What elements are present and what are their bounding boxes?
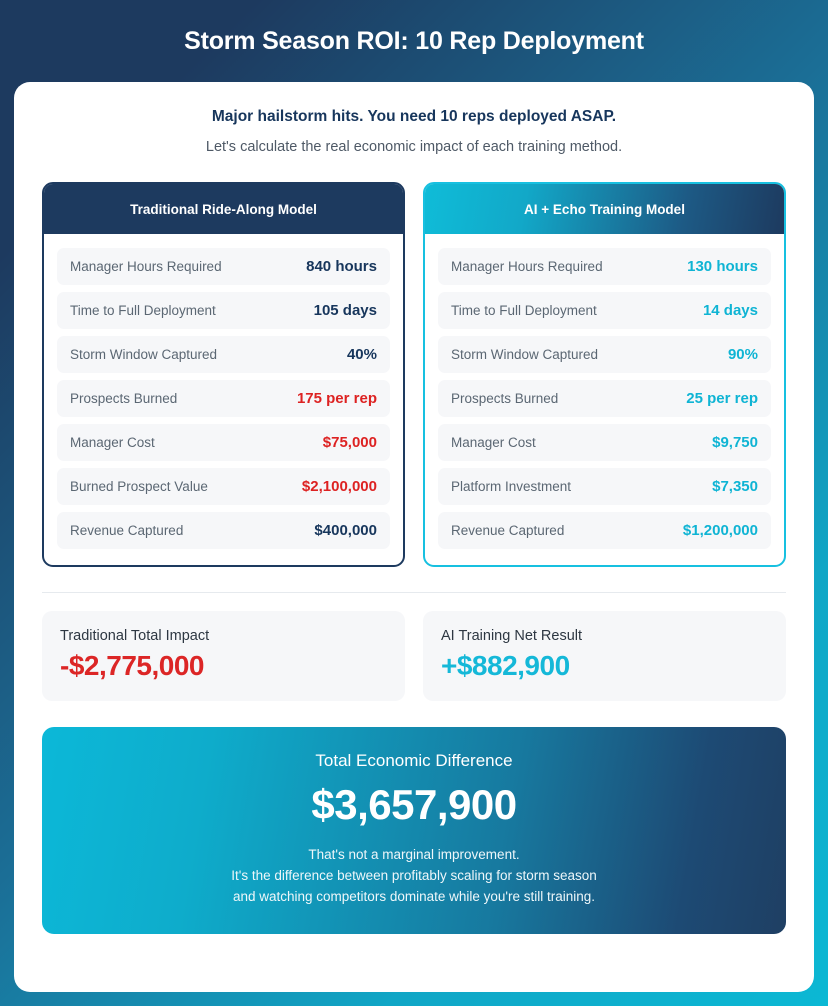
ai-total-value: +$882,900 [441,650,570,681]
intro-subtitle: Let's calculate the real economic impact of each training method. [205,139,623,155]
ai-model-title: AI + Echo Training Model [524,201,685,217]
row-label: Revenue Captured [70,523,184,538]
hero-note [62,845,766,908]
main-card [14,82,814,992]
row-label: Platform Investment [451,479,572,494]
table-row [438,512,771,549]
row-label: Prospects Burned [451,391,559,406]
row-value: 175 per rep [296,390,377,407]
table-row [438,468,771,505]
row-label: Manager Cost [451,435,536,450]
row-label: Storm Window Captured [451,347,599,362]
row-value: 40% [346,346,377,363]
row-label: Manager Hours Required [451,259,603,274]
row-value: $7,350 [712,478,758,495]
traditional-model-header [44,184,403,234]
table-row [438,336,771,373]
row-value: 105 days [313,302,377,319]
table-row [57,248,390,285]
table-row [438,248,771,285]
hero-value: $3,657,900 [311,781,517,828]
section-divider [42,592,786,593]
row-value: $400,000 [314,522,377,539]
model-comparison [42,182,786,567]
ai-model-card [423,182,786,567]
row-value: 25 per rep [686,390,758,407]
row-label: Prospects Burned [70,391,178,406]
traditional-total-value: -$2,775,000 [60,650,204,681]
hero-note-line-3: and watching competitors dominate while you're still training. [232,888,595,904]
intro-block [42,108,786,155]
table-row [438,380,771,417]
table-row [57,380,390,417]
page-title: Storm Season ROI: 10 Rep Deployment [184,26,644,55]
row-label: Time to Full Deployment [451,303,597,318]
table-row [57,292,390,329]
totals-row [42,611,786,701]
table-row [57,512,390,549]
row-label: Storm Window Captured [70,347,218,362]
row-value: $1,200,000 [682,522,758,539]
row-label: Time to Full Deployment [70,303,216,318]
ai-total-box [423,611,786,701]
traditional-model-rows [44,234,403,565]
hero-label: Total Economic Difference [315,751,513,770]
hero-note-line-1: That's not a marginal improvement. [308,847,520,862]
table-row [438,424,771,461]
traditional-model-card [42,182,405,567]
hero-note-line-2: It's the difference between profitably scaling for storm season [231,867,597,883]
page-header [14,0,814,82]
row-value: 14 days [702,302,758,319]
row-label: Burned Prospect Value [70,479,208,494]
total-difference-panel [42,727,786,934]
traditional-total-box [42,611,405,701]
table-row [57,336,390,373]
row-value: $75,000 [322,434,377,451]
row-value: 840 hours [306,258,377,275]
row-value: $9,750 [712,434,758,451]
table-row [57,424,390,461]
table-row [57,468,390,505]
ai-model-header [425,184,784,234]
intro-lead: Major hailstorm hits. You need 10 reps deployed ASAP. [211,108,617,125]
traditional-total-label: Traditional Total Impact [60,628,210,644]
ai-model-rows [425,234,784,565]
traditional-model-title: Traditional Ride-Along Model [130,201,317,217]
row-value: $2,100,000 [301,478,377,495]
row-value: 130 hours [687,258,758,275]
row-label: Manager Hours Required [70,259,222,274]
row-value: 90% [727,346,758,363]
row-label: Manager Cost [70,435,155,450]
row-label: Revenue Captured [451,523,565,538]
table-row [438,292,771,329]
ai-total-label: AI Training Net Result [441,628,583,644]
